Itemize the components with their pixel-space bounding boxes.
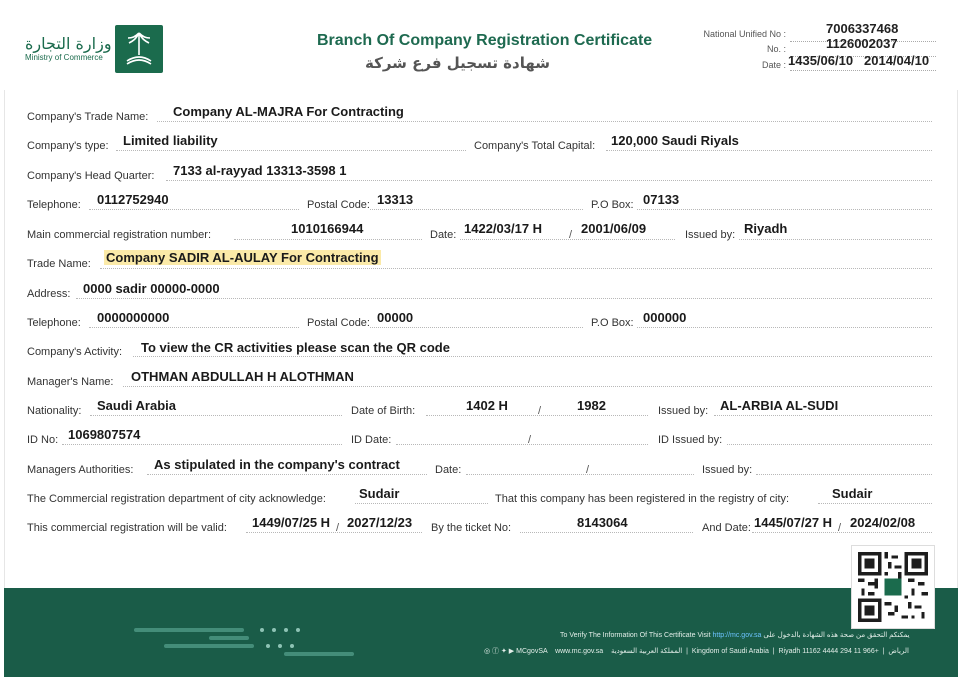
kingdom-english: Kingdom of Saudi Arabia [691, 648, 769, 655]
main-cr-label: Main commercial registration number: [27, 229, 212, 241]
validity-hijri: 1449/07/25 H [252, 515, 331, 530]
dotted-line [90, 415, 342, 416]
certificate-no-value: 1126002037 [826, 36, 898, 51]
po-box-label: P.O Box: [591, 199, 634, 211]
main-cr-value: 1010166944 [291, 221, 364, 236]
dotted-line [637, 327, 932, 328]
registration-department-value: Sudair [359, 486, 400, 501]
dotted-line [89, 327, 299, 328]
ticket-no-value: 8143064 [577, 515, 628, 530]
dotted-line [246, 532, 422, 533]
authorities-date-label: Date: [435, 464, 462, 476]
riyadh-postal: Riyadh 11162 [778, 648, 821, 655]
dotted-line [123, 386, 932, 387]
contact-line: ◎ ⓕ ✦ ▶ MCgovSA www.mc.gov.sa المملكة العربية السعودية | Kingdom of Saudi Arabia | Riyadh 11162 الرياض | +966 11 294 4444 [484, 648, 909, 655]
postal-code-label: Postal Code: [307, 199, 370, 211]
dotted-line [752, 532, 932, 533]
decorative-dot [290, 644, 294, 648]
address-value: 0000 sadir 00000-0000 [83, 281, 220, 296]
dotted-line [157, 121, 932, 122]
validity-gregorian: 2027/12/23 [347, 515, 413, 530]
company-type-label: Company's type: [27, 140, 109, 152]
dotted-line [89, 209, 299, 210]
branch-postal-code-label: Postal Code: [307, 317, 370, 329]
certificate-title-arabic: شهادة تسجيل فرع شركة [365, 54, 551, 72]
authorities-issued-by-label: Issued by: [702, 464, 753, 476]
registration-department-label: The Commercial registration department of city acknowledge: [27, 493, 326, 505]
branch-telephone-label: Telephone: [27, 317, 81, 329]
decorative-dot [284, 628, 288, 632]
id-no-label: ID No: [27, 434, 59, 446]
national-unified-value: 7006337468 [826, 21, 899, 36]
date-separator: / [838, 522, 842, 534]
verify-text [560, 631, 910, 639]
branch-postal-code-value: 00000 [377, 310, 414, 325]
manager-issued-by-value: AL-ARBIA AL-SUDI [720, 398, 839, 413]
verify-text-arabic: يمكنكم التحقق من صحة هذه الشهادة بالدخول على [763, 632, 910, 639]
manager-name-value: OTHMAN ABDULLAH H ALOTHMAN [131, 369, 354, 384]
dotted-line [606, 150, 932, 151]
activity-label: Company's Activity: [27, 346, 123, 358]
telephone-label: Telephone: [27, 199, 81, 211]
dotted-line [166, 180, 932, 181]
header-date-label: Date : [761, 60, 786, 70]
dotted-line [100, 268, 932, 269]
and-date-gregorian: 2024/02/08 [850, 515, 916, 530]
po-box-value: 07133 [643, 192, 680, 207]
qr-code[interactable] [851, 545, 935, 629]
header-date-gregorian: 2014/04/10 [864, 53, 930, 68]
registry-city-label: That this company has been registered in the registry of city: [495, 493, 790, 505]
date-of-birth-gregorian: 1982 [577, 398, 606, 413]
branch-po-box-value: 000000 [643, 310, 687, 325]
dotted-line [466, 474, 694, 475]
and-date-label: And Date: [702, 522, 751, 534]
palm-swords-emblem-icon [115, 25, 163, 73]
trade-name-label: Company's Trade Name: [27, 111, 149, 123]
and-date-hijri: 1445/07/27 H [754, 515, 833, 530]
branch-trade-name-value: Company SADIR AL-AULAY For Contracting [106, 250, 379, 265]
managers-authorities-value: As stipulated in the company's contract [154, 457, 400, 472]
main-cr-date-hijri: 1422/03/17 H [464, 221, 543, 236]
date-separator: / [538, 405, 542, 417]
dotted-line [62, 444, 342, 445]
postal-code-value: 13313 [377, 192, 414, 207]
social-icons: ◎ ⓕ ✦ ▶ [484, 648, 515, 655]
registry-city-value: Sudair [832, 486, 873, 501]
decorative-stripe [209, 636, 249, 640]
dotted-line [133, 356, 932, 357]
dotted-line [426, 415, 648, 416]
trade-name-value: Company AL-MAJRA For Contracting [173, 104, 404, 119]
decorative-dot [296, 628, 300, 632]
phone-number: +966 11 294 4444 [822, 648, 879, 655]
dotted-line [355, 503, 488, 504]
id-no-value: 1069807574 [68, 427, 141, 442]
date-separator: / [528, 434, 532, 446]
head-quarter-label: Company's Head Quarter: [27, 170, 155, 182]
dotted-line [714, 415, 932, 416]
dotted-line [727, 444, 932, 445]
id-issued-by-label: ID Issued by: [658, 434, 723, 446]
dotted-line [147, 474, 427, 475]
dotted-line [818, 503, 932, 504]
address-label: Address: [27, 288, 71, 300]
total-capital-value: 120,000 Saudi Riyals [611, 133, 739, 148]
manager-issued-by-label: Issued by: [658, 405, 709, 417]
decorative-stripe [284, 652, 354, 656]
social-handle: MCgovSA [516, 648, 548, 655]
date-separator: / [586, 464, 590, 476]
company-type-value: Limited liability [123, 133, 218, 148]
ticket-no-label: By the ticket No: [431, 522, 512, 534]
dotted-line [370, 209, 583, 210]
ministry-logo-english: Ministry of Commerce [25, 53, 103, 62]
decorative-dot [260, 628, 264, 632]
decorative-dot [278, 644, 282, 648]
dotted-line [637, 209, 932, 210]
header-date-hijri: 1435/06/10 [788, 53, 854, 68]
nationality-label: Nationality: [27, 405, 82, 417]
dotted-line [370, 327, 583, 328]
dotted-line [76, 298, 932, 299]
verify-link[interactable]: http://mc.gov.sa [712, 632, 762, 639]
website[interactable]: www.mc.gov.sa [555, 648, 604, 655]
kingdom-arabic: المملكة العربية السعودية [610, 648, 683, 655]
certificate-no-label: No. : [766, 44, 786, 54]
issued-by-label: Issued by: [685, 229, 736, 241]
activity-value: To view the CR activities please scan the QR code [141, 340, 450, 355]
qr-code-icon [858, 552, 928, 622]
date-of-birth-label: Date of Birth: [351, 405, 416, 417]
head-quarter-value: 7133 al-rayyad 13313-3598 1 [173, 163, 347, 178]
branch-trade-name-label: Trade Name: [27, 258, 91, 270]
branch-telephone-value: 0000000000 [97, 310, 170, 325]
main-cr-date-gregorian: 2001/06/09 [581, 221, 647, 236]
ministry-logo-arabic: وزارة التجارة [25, 34, 112, 53]
managers-authorities-label: Managers Authorities: [27, 464, 134, 476]
dotted-line [790, 70, 936, 71]
issued-by-value: Riyadh [744, 221, 788, 236]
certificate-title-english: Branch Of Company Registration Certificate [317, 32, 653, 49]
main-cr-date-label: Date: [430, 229, 457, 241]
telephone-value: 0112752940 [97, 192, 169, 207]
total-capital-label: Company's Total Capital: [474, 140, 596, 152]
date-separator: / [569, 229, 573, 241]
dotted-line [756, 474, 932, 475]
decorative-stripe [164, 644, 254, 648]
validity-label: This commercial registration will be valid: [27, 522, 227, 534]
national-unified-label: National Unified No : [703, 29, 786, 39]
date-separator: / [336, 522, 340, 534]
dotted-line [520, 532, 693, 533]
verify-text-english: To Verify The Information Of This Certificate Visit [560, 632, 711, 639]
nationality-value: Saudi Arabia [97, 398, 176, 413]
footer-band [4, 588, 958, 677]
id-date-label: ID Date: [351, 434, 392, 446]
decorative-dot [266, 644, 270, 648]
dotted-line [234, 239, 422, 240]
riyadh-arabic: الرياض [888, 648, 909, 655]
date-of-birth-hijri: 1402 H [466, 398, 508, 413]
decorative-dot [272, 628, 276, 632]
dotted-line [396, 444, 648, 445]
branch-po-box-label: P.O Box: [591, 317, 634, 329]
manager-name-label: Manager's Name: [27, 376, 114, 388]
decorative-stripe [134, 628, 244, 632]
dotted-line [116, 150, 466, 151]
dotted-line [739, 239, 932, 240]
dotted-line [460, 239, 675, 240]
